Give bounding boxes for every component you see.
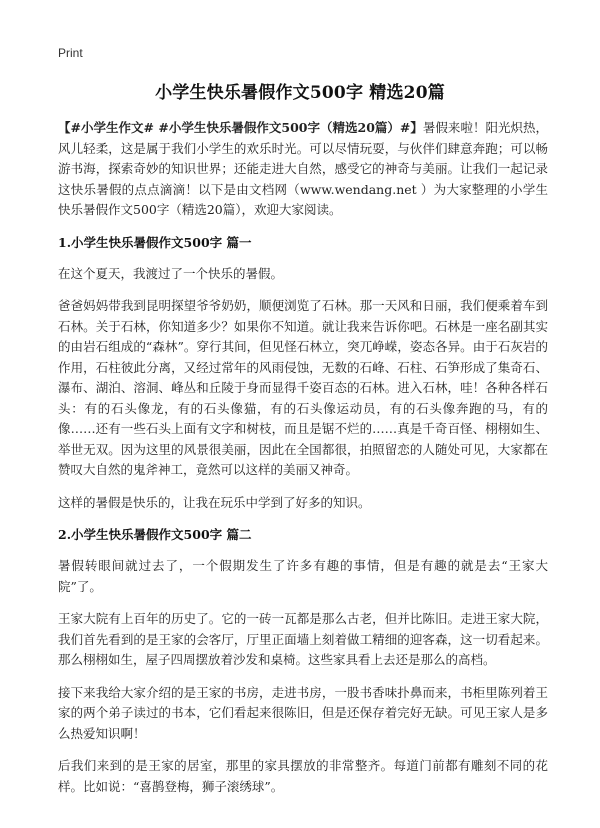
paragraph: 爸爸妈妈带我到昆明探望爷爷奶奶，顺便浏览了石林。那一天风和日丽，我们便乘着车到石林。关于石林，你知道多少？如果你不知道。就让我来告诉你吧。石林是一座名副其实的由岩石组成的“森林”。穿行其间，但见怪石林立，突兀峥嵘，姿态各异。由于石灰岩的作用，石柱彼此分离，又经过常年的风雨侵蚀，无数的石峰、石柱、石笋形成了集奇石、瀑布、湖泊、溶洞、峰丛和丘陵于身而显得千姿百态的石林。进入石林，哇！各种各样石头：有的石头像龙，有的石头像猫，有的石头像运动员，有的石头像奔跑的马，有的像……还有一些石头上面有文字和树枝，而且是锯不烂的……真是千奇百怪、栩栩如生、举世无双。因为这里的风景很美丽，因此在全国都很，拍照留恋的人随处可见，大家都在赞叹大自然的鬼斧神工，竟然可以这样的美丽又神奇。 (58, 298, 548, 477)
intro-bold-prefix: 【#小学生作文# #小学生快乐暑假作文500字（精选20篇）#】 (58, 120, 423, 135)
article-body (58, 118, 548, 809)
paragraph: 暑假转眼间就过去了，一个假期发生了许多有趣的事情，但是有趣的就是去“王家大院”了。 (58, 558, 548, 594)
intro-paragraph (58, 118, 548, 221)
page-title: 小学生快乐暑假作文500字 精选20篇 (155, 83, 445, 103)
section-heading-2: 2.小学生快乐暑假作文500字 篇二 (58, 527, 252, 542)
section-heading-1: 1.小学生快乐暑假作文500字 篇一 (58, 234, 252, 250)
intro-text: 暑假来啦！阳光炽热，风儿轻柔，这是属于我们小学生的欢乐时光。可以尽情玩耍，与伙伴们肆意奔跑；可以畅游书海，探索奇妙的知识世界；还能走进大自然，感受它的神奇与美丽。让我们一起记录这快乐暑假的点点滴滴！以下是由文档网（www.wendang.net ）为大家整理的小学生快乐暑假作文500字（精选20篇），欢迎大家阅读。 (58, 120, 548, 217)
print-label[interactable]: Print (58, 46, 83, 60)
paragraph: 在这个夏天，我渡过了一个快乐的暑假。 (58, 265, 284, 281)
paragraph: 王家大院有上百年的历史了。它的一砖一瓦都是那么古老，但并比陈旧。走进王家大院，我们首先看到的是王家的会客厅，厅里正面墙上刻着做工精细的迎客森，这一切看起来。那么栩栩如生，屋子四周摆放着沙发和桌椅。这些家具看上去还是那么的高档。 (58, 611, 548, 667)
paragraph: 这样的暑假是快乐的，让我在玩乐中学到了好多的知识。 (58, 494, 371, 510)
paragraph: 后我们来到的是王家的居室，那里的家具摆放的非常整齐。每道门前都有雕刻不同的花样。比如说：“喜鹊登梅，狮子滚绣球”。 (58, 758, 548, 794)
paragraph: 接下来我给大家介绍的是王家的书房，走进书房，一股书香味扑鼻而来，书柜里陈列着王家的两个弟子读过的书本，它们看起来很陈旧，但是还保存着完好无缺。可见王家人是多么热爱知识啊！ (58, 684, 548, 741)
